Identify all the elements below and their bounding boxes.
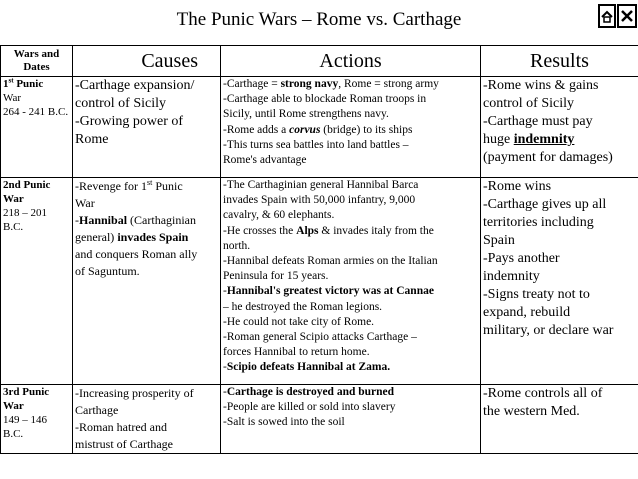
action-line: north. — [223, 239, 251, 252]
results-cell — [481, 77, 638, 178]
actions-cell — [221, 77, 481, 178]
war-name-2: War — [3, 193, 24, 205]
action-line: -Hannibal defeats Roman armies on the Italian — [223, 255, 438, 268]
header-causes: Causes — [73, 46, 221, 77]
actions-cell — [221, 178, 481, 385]
header-actions: Actions — [221, 46, 481, 77]
war-dates: 264 - 241 B.C. — [3, 106, 69, 118]
war-dates-2: B.C. — [3, 221, 24, 233]
war-cell — [1, 77, 73, 178]
war-name: 1st Punic — [3, 76, 44, 90]
action-line: -Scipio defeats Hannibal at Zama. — [223, 361, 391, 374]
causes-cell — [73, 178, 221, 385]
causes-cell — [73, 77, 221, 178]
result-line: -Pays another — [483, 251, 560, 266]
result-line: -Rome controls all of — [483, 386, 603, 401]
war-cell — [1, 385, 73, 454]
war-cell — [1, 178, 73, 385]
results-cell — [481, 385, 638, 454]
action-line: -Hannibal's greatest victory was at Cannae — [223, 285, 434, 298]
war-dates: 218 – 201 — [3, 207, 47, 219]
table-row — [1, 385, 638, 454]
cause-line: Rome — [75, 132, 109, 147]
war-dates-2: B.C. — [3, 428, 24, 440]
cause-line: -Roman hatred and — [75, 420, 167, 434]
cause-line: and conquers Roman ally — [75, 247, 198, 261]
result-line: control of Sicily — [483, 96, 574, 111]
header-wars-dates: Wars and Dates — [1, 46, 73, 77]
action-line: -People are killed or sold into slavery — [223, 401, 396, 414]
war-name: 2nd Punic — [3, 179, 51, 191]
result-line: indemnity — [483, 269, 540, 284]
war-dates: 149 – 146 — [3, 414, 47, 426]
action-line: Peninsula for 15 years. — [223, 270, 329, 283]
war-name: 3rd Punic — [3, 386, 50, 398]
action-line: Sicily, until Rome strengthens navy. — [223, 108, 389, 121]
cause-line: -Revenge for 1st Punic — [75, 178, 183, 193]
action-line: -Salt is sowed into the soil — [223, 416, 345, 429]
page-title: The Punic Wars – Rome vs. Carthage — [176, 9, 462, 30]
cause-line: -Increasing prosperity of — [75, 386, 194, 400]
table-row — [1, 77, 638, 178]
actions-cell — [221, 385, 481, 454]
results-cell — [481, 178, 638, 385]
close-button[interactable] — [617, 4, 637, 28]
action-line: -Roman general Scipio attacks Carthage – — [223, 331, 417, 344]
result-line: -Carthage gives up all — [483, 197, 607, 212]
action-line: forces Hannibal to return home. — [223, 346, 370, 359]
result-line: (payment for damages) — [483, 150, 613, 165]
close-icon — [620, 9, 634, 23]
action-line: – he destroyed the Roman legions. — [223, 300, 383, 313]
action-line: -This turns sea battles into land battles – — [223, 138, 409, 151]
action-line: -Carthage is destroyed and burned — [223, 386, 395, 398]
cause-line: general) invades Spain — [75, 230, 189, 244]
cause-line: mistrust of Carthage — [75, 437, 173, 451]
result-line: -Rome wins — [483, 179, 552, 194]
result-line: the western Med. — [483, 404, 580, 419]
action-line: invades Spain with 50,000 infantry, 9,000 — [223, 194, 416, 207]
cause-line: control of Sicily — [75, 96, 166, 111]
action-line: -He crosses the Alps & invades italy from the — [223, 224, 434, 237]
action-line: -Carthage = strong navy, Rome = strong army — [223, 78, 439, 90]
cause-line: War — [75, 196, 95, 210]
result-line: military, or declare war — [483, 323, 614, 338]
result-line: -Rome wins & gains — [483, 78, 599, 93]
result-line: expand, rebuild — [483, 305, 571, 320]
home-button[interactable] — [598, 4, 616, 28]
action-line: -Rome adds a corvus (bridge) to its ships — [223, 123, 413, 136]
result-line: Spain — [483, 233, 515, 248]
result-line: -Signs treaty not to — [483, 287, 590, 302]
war-name-2: War — [3, 400, 24, 412]
cause-line: -Growing power of — [75, 114, 184, 129]
home-icon — [601, 9, 613, 23]
action-line: -The Carthaginian general Hannibal Barca — [223, 179, 419, 191]
header-results: Results — [481, 46, 638, 77]
cause-line: Carthage — [75, 403, 119, 417]
result-line: territories including — [483, 215, 594, 230]
cause-line: -Hannibal (Carthaginian — [75, 213, 197, 227]
action-line: Rome's advantage — [223, 154, 307, 167]
action-line: -Carthage able to blockade Roman troops in — [223, 93, 427, 106]
result-line: -Carthage must pay — [483, 114, 593, 129]
punic-wars-table — [0, 45, 638, 454]
header-row — [1, 46, 638, 77]
table-row — [1, 178, 638, 385]
causes-cell — [73, 385, 221, 454]
action-line: cavalry, & 60 elephants. — [223, 209, 335, 222]
result-line: huge indemnity — [483, 132, 575, 147]
cause-line: of Saguntum. — [75, 264, 140, 278]
war-name-2: War — [3, 92, 22, 104]
cause-line: -Carthage expansion/ — [75, 78, 195, 93]
action-line: -He could not take city of Rome. — [223, 315, 375, 328]
